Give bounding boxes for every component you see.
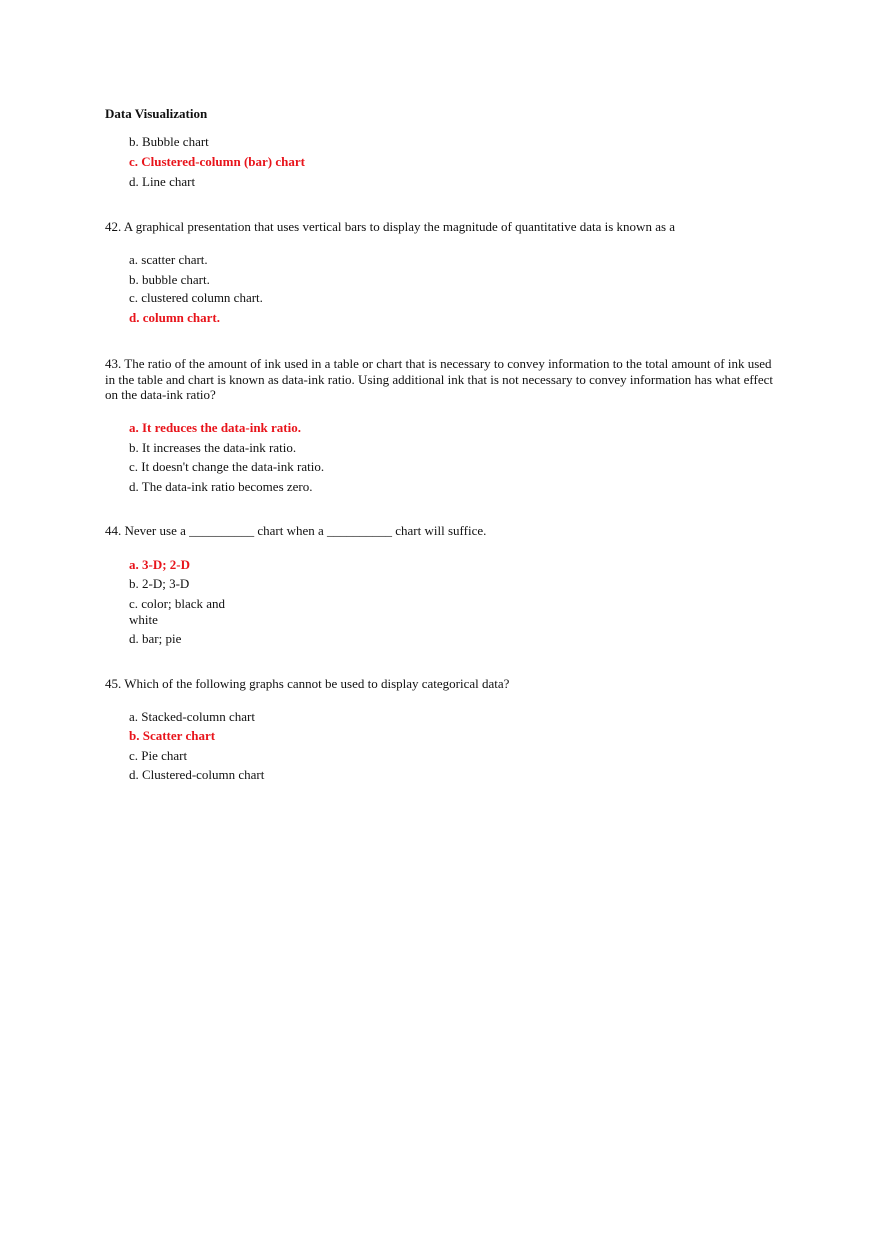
- page-header: Data Visualization: [105, 106, 208, 121]
- q41-option-b: b. Bubble chart: [129, 134, 209, 149]
- q41-option-d: d. Line chart: [129, 174, 196, 189]
- q43-question: 43. The ratio of the amount of ink used in a table or chart that is necessary to convey information to the total amount of ink used in the table and chart is known as data-ink ratio. Using additional ink that is not necessary to convey information has what effect on the data-ink ratio?: [105, 356, 773, 402]
- q42-option-c: c. clustered column chart.: [129, 290, 263, 305]
- q45-option-c: c. Pie chart: [129, 748, 188, 763]
- q45-question: 45. Which of the following graphs cannot be used to display categorical data?: [105, 676, 510, 691]
- q44-option-b: b. 2-D; 3-D: [129, 576, 190, 591]
- q45-option-a: a. Stacked-column chart: [129, 709, 255, 724]
- q42-question: 42. A graphical presentation that uses vertical bars to display the magnitude of quantitative data is known as a: [105, 219, 676, 234]
- q43-option-a-answer: a. It reduces the data-ink ratio.: [129, 420, 302, 435]
- q43-option-c: c. It doesn't change the data-ink ratio.: [129, 459, 325, 474]
- q42-option-d-answer: d. column chart.: [129, 310, 220, 325]
- q44-option-d: d. bar; pie: [129, 631, 182, 646]
- q42-option-b: b. bubble chart.: [129, 272, 210, 287]
- q42-option-a: a. scatter chart.: [129, 252, 208, 267]
- q43-option-b: b. It increases the data-ink ratio.: [129, 440, 297, 455]
- q41-option-c-answer: c. Clustered-column (bar) chart: [129, 154, 305, 169]
- q44-option-a-answer: a. 3-D; 2-D: [129, 557, 191, 572]
- q43-option-d: d. The data-ink ratio becomes zero.: [129, 479, 313, 494]
- q44-option-c: c. color; black and white: [129, 596, 226, 627]
- q44-question: 44. Never use a __________ chart when a __________ chart will suffice.: [105, 523, 487, 538]
- q45-option-b-answer: b. Scatter chart: [129, 728, 216, 743]
- q45-option-d: d. Clustered-column chart: [129, 767, 265, 782]
